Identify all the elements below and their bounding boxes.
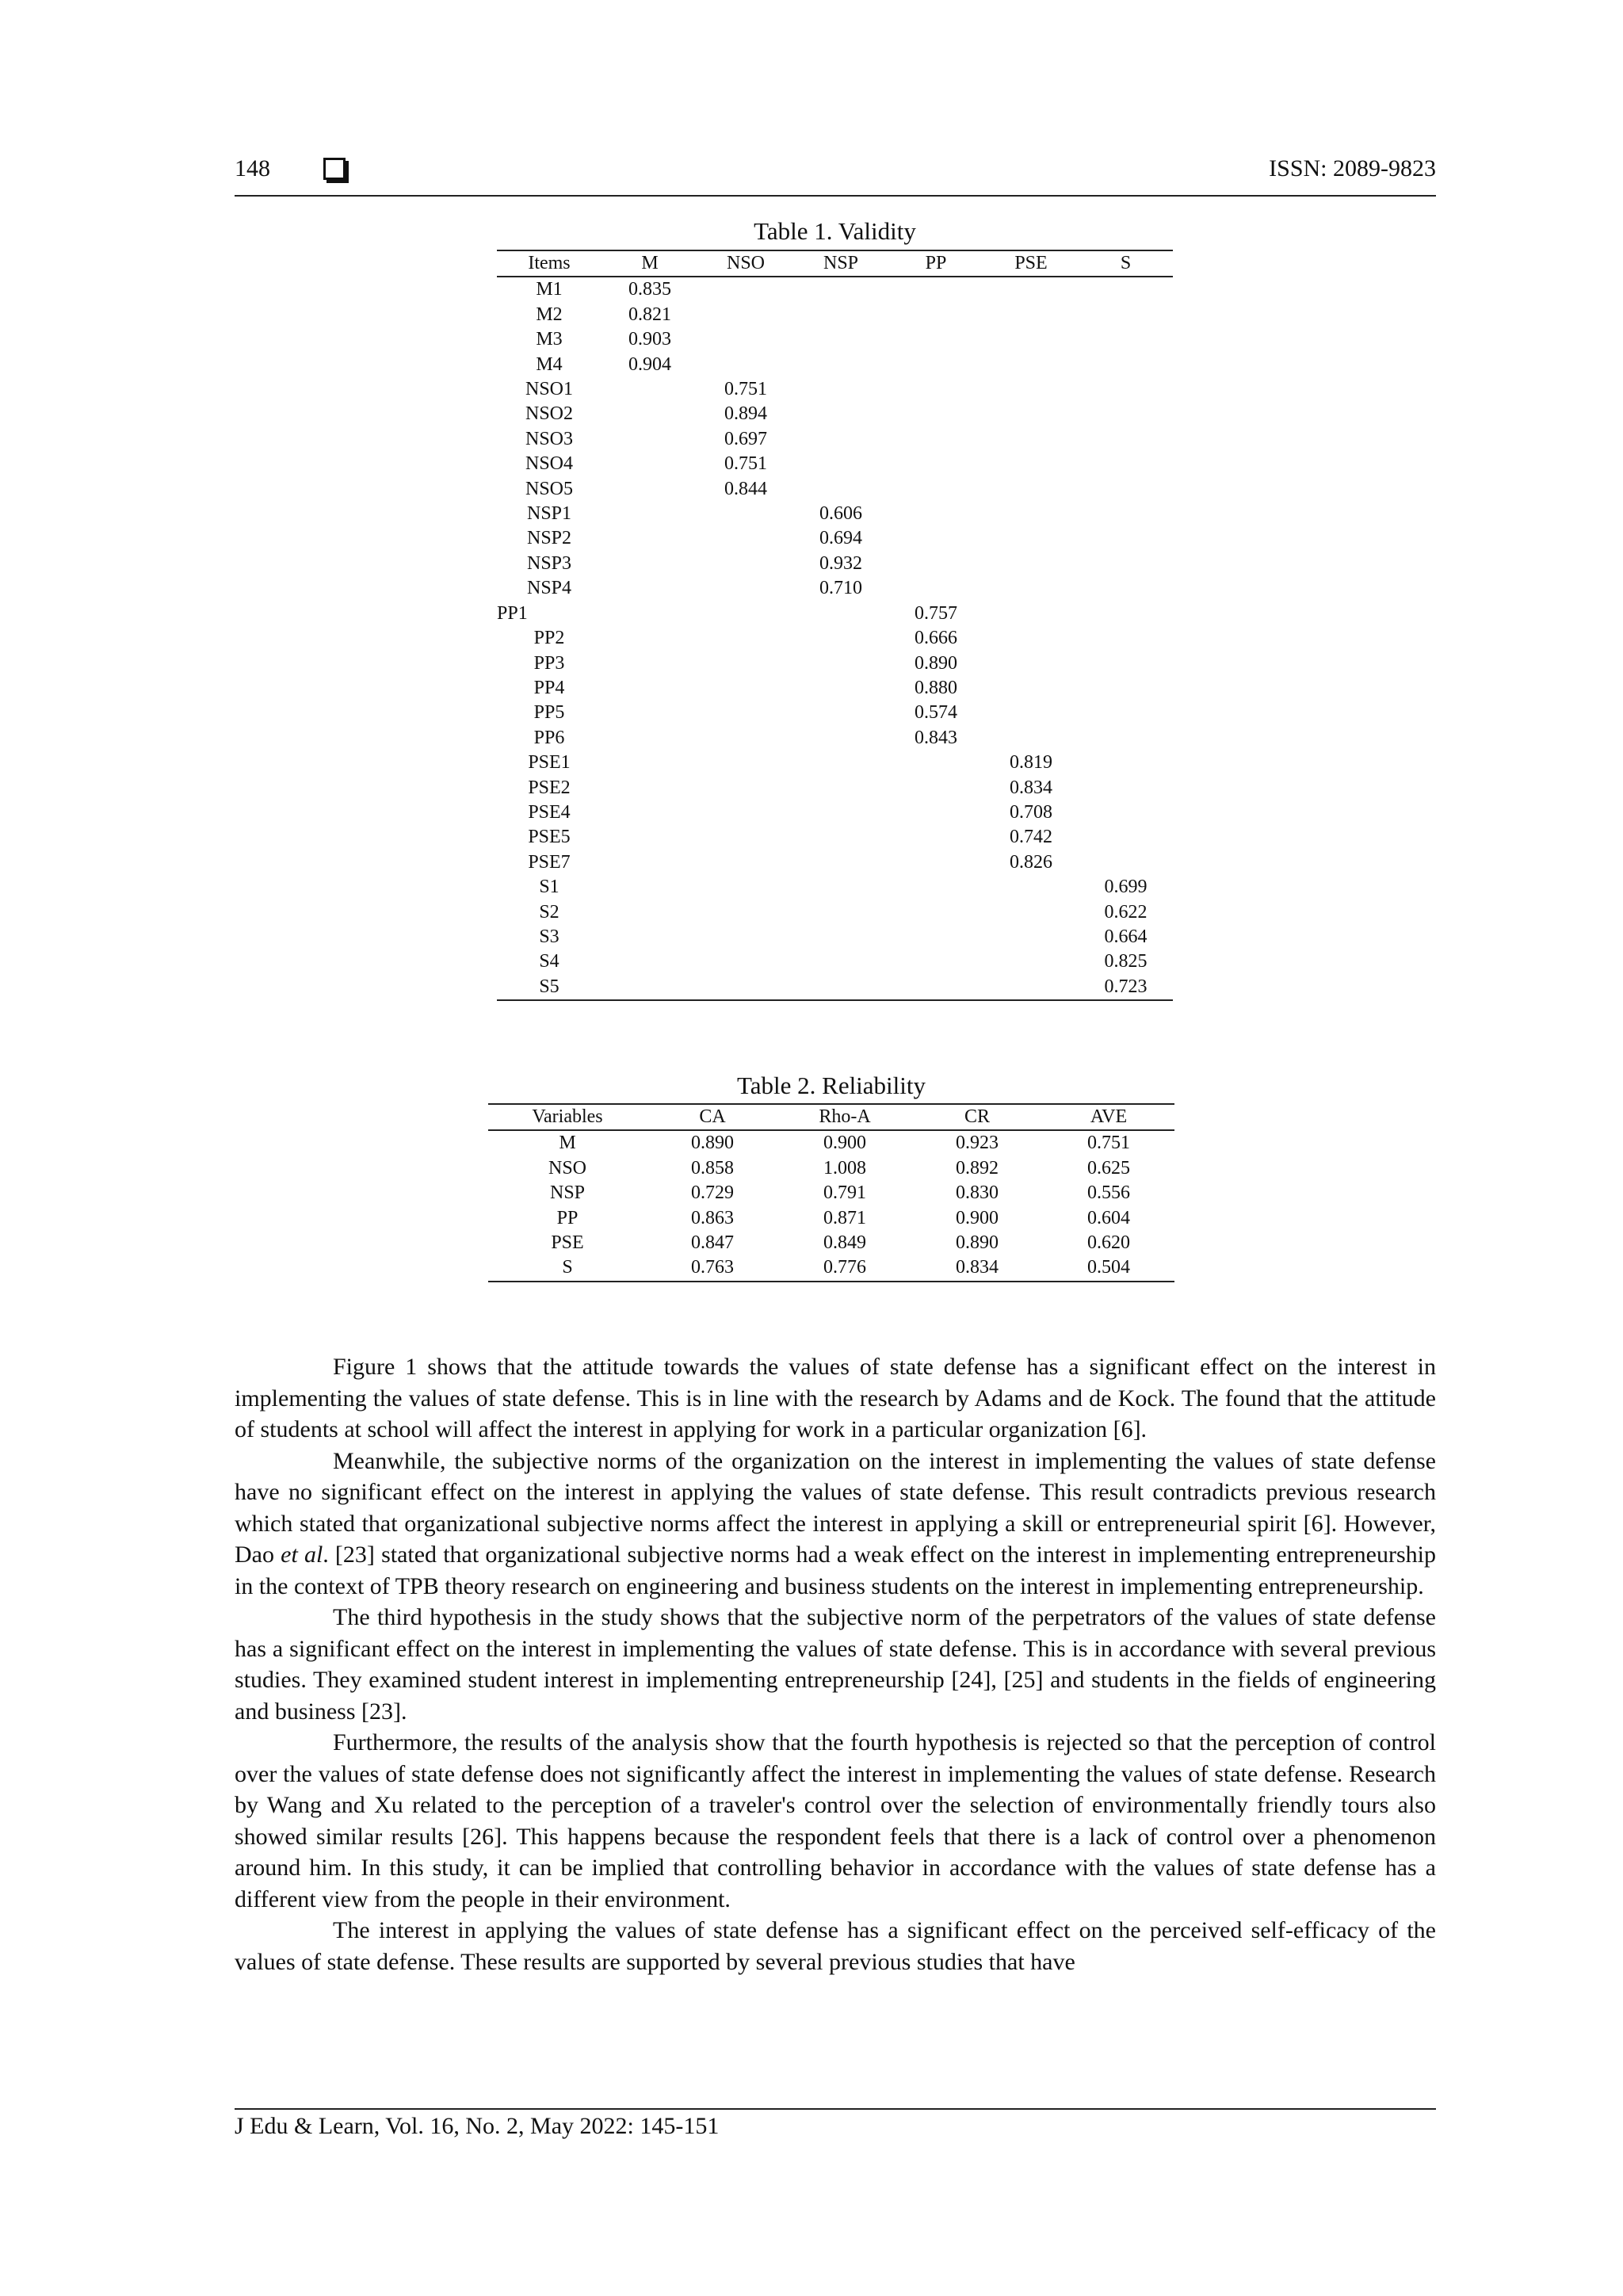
table-cell	[888, 477, 983, 502]
table-cell: 0.932	[819, 552, 862, 574]
table-cell	[601, 452, 698, 476]
table-cell	[601, 626, 698, 651]
table-row	[488, 1130, 1174, 1156]
table-cell: 0.757	[915, 602, 957, 624]
column-header: AVE	[1043, 1104, 1174, 1130]
table-cell	[1079, 850, 1173, 875]
row-label: S	[488, 1255, 647, 1281]
table-cell	[793, 925, 888, 949]
row-label: PP2	[533, 628, 565, 649]
table-cell	[698, 726, 793, 751]
paragraph: Figure 1 shows that the attitude towards the values of state defense has a significant effect on the interest in implementing the values of state defense. This is in line with the research by Adams and de Kock. The found that the attitude of students at school will affect the interest in applying for work in a particular organization [6].	[235, 1354, 1436, 1442]
table-cell: 0.834	[911, 1255, 1043, 1281]
table-cell	[888, 975, 983, 1000]
table-cell	[1079, 726, 1173, 751]
table-cell: 0.620	[1087, 1232, 1130, 1254]
column-header: PSE	[983, 250, 1079, 277]
table-cell	[601, 975, 698, 1000]
table-cell	[793, 303, 888, 327]
table-cell	[888, 502, 983, 526]
table-cell	[983, 477, 1079, 502]
table-cell	[601, 900, 698, 925]
table-cell	[1079, 676, 1173, 701]
table-cell	[698, 602, 793, 626]
table-cell	[698, 327, 793, 352]
table-cell	[983, 949, 1079, 974]
table-row	[497, 726, 1173, 751]
table-cell: 0.830	[956, 1182, 999, 1204]
table-cell	[983, 651, 1079, 676]
table-cell: 0.834	[1010, 777, 1052, 798]
table-cell	[793, 277, 888, 302]
row-label: PP6	[533, 727, 565, 748]
table-row	[497, 825, 1173, 850]
table-row	[497, 526, 1173, 551]
column-header: NSO	[698, 250, 793, 277]
paragraph: Meanwhile, the subjective norms of the organization on the interest in implementing the values of state defense have no significant effect on the interest in applying the values of state defense. This result contradicts previous research which stated that organizational subjective norms affect the interest in applying a skill or entrepreneurial spirit [6]. However, Dao et al. [23] stated that organizational subjective norms had a weak effect on the interest in implementing entrepreneurship in the context of TPB theory research on engineering and business students on the interest in implementing entrepreneurship.	[235, 1447, 1436, 1599]
table-cell: 0.708	[1010, 801, 1052, 823]
table-cell	[1079, 576, 1173, 601]
table-cell	[698, 825, 793, 850]
table-cell	[793, 975, 888, 1000]
page-number: 148	[235, 155, 270, 181]
table-cell: 0.844	[724, 478, 767, 499]
row-label: NSO	[548, 1157, 586, 1179]
table-cell: 0.751	[1087, 1133, 1130, 1154]
table-row	[497, 377, 1173, 402]
table-cell: 0.819	[1010, 752, 1052, 774]
page-header	[235, 155, 1436, 197]
table-cell	[793, 402, 888, 426]
table-cell	[793, 626, 888, 651]
table-cell: 0.791	[823, 1182, 866, 1204]
table-cell	[601, 701, 698, 725]
table-cell	[601, 825, 698, 850]
table-cell	[793, 477, 888, 502]
table-cell	[1079, 800, 1173, 825]
row-label: NSP3	[526, 552, 572, 574]
table-header-row	[497, 250, 1173, 277]
table-cell	[793, 676, 888, 701]
row-label: PSE7	[528, 851, 571, 873]
row-label: M1	[536, 279, 563, 300]
table-row	[497, 452, 1173, 476]
table-cell	[888, 850, 983, 875]
row-label: M4	[536, 353, 563, 375]
table-cell: 0.826	[1010, 851, 1052, 873]
table-cell: 0.604	[1087, 1207, 1130, 1228]
table-cell: 0.900	[823, 1133, 866, 1154]
row-label: M2	[536, 304, 563, 325]
table-cell	[1079, 327, 1173, 352]
table-row	[497, 602, 1173, 626]
table-cell	[698, 626, 793, 651]
table-row	[497, 576, 1173, 601]
column-header: NSP	[793, 250, 888, 277]
table-cell	[888, 800, 983, 825]
table-row	[497, 353, 1173, 377]
table-cell: 0.894	[724, 403, 767, 425]
row-label: PP4	[533, 677, 565, 698]
table-cell	[601, 427, 698, 452]
table-cell	[888, 303, 983, 327]
table-cell	[601, 800, 698, 825]
table-cell	[983, 701, 1079, 725]
table-cell	[983, 353, 1079, 377]
table-cell	[793, 900, 888, 925]
row-label: NSP2	[526, 528, 572, 549]
row-label: NSO1	[525, 379, 573, 400]
table-cell: 0.606	[819, 503, 862, 525]
row-label: NSP	[549, 1182, 586, 1204]
table-cell	[983, 726, 1079, 751]
table-cell	[1079, 427, 1173, 452]
row-label: S2	[539, 901, 559, 923]
table-cell	[698, 502, 793, 526]
table-cell	[793, 726, 888, 751]
table-cell	[983, 327, 1079, 352]
paragraph: The interest in applying the values of state defense has a significant effect on the perceived self-efficacy of the values of state defense. These results are supported by several previous studies that have	[235, 1917, 1436, 1975]
journal-citation: J Edu & Learn, Vol. 16, No. 2, May 2022: 145-151	[235, 2113, 720, 2139]
table-row	[497, 552, 1173, 576]
table-cell	[1079, 626, 1173, 651]
body-text	[235, 1351, 1436, 1977]
table-cell	[601, 776, 698, 800]
row-label: PSE4	[528, 801, 571, 823]
row-label: PP3	[533, 652, 565, 674]
table-row	[488, 1206, 1174, 1231]
table-cell	[698, 850, 793, 875]
column-header: S	[1079, 250, 1173, 277]
table-cell: 0.858	[691, 1157, 734, 1179]
table-cell: 0.699	[1104, 877, 1148, 898]
table-cell: 0.751	[724, 379, 767, 400]
table-cell: 0.825	[1104, 951, 1148, 972]
paragraph: Furthermore, the results of the analysis show that the fourth hypothesis is rejected so that the perception of control over the values of state defense does not significantly affect the interest in implementing the values of state defense. Research by Wang and Xu related to the perception of a traveler's control over the selection of environmentally friendly tours also showed similar results [26]. This happens because the respondent feels that there is a lack of control over a phenomenon around him. In this study, it can be implied that controlling behavior in accordance with the values of state defense has a different view from the people in their environment.	[235, 1729, 1436, 1912]
table-row	[488, 1255, 1174, 1281]
table-cell	[601, 726, 698, 751]
column-header: CA	[647, 1104, 778, 1130]
table-row	[497, 800, 1173, 825]
table-cell	[888, 353, 983, 377]
table-cell: 0.904	[628, 353, 671, 375]
table-cell	[983, 402, 1079, 426]
table-cell: 0.923	[956, 1133, 999, 1154]
table-cell	[983, 900, 1079, 925]
table-cell	[601, 402, 698, 426]
table-cell	[888, 552, 983, 576]
table-cell	[601, 925, 698, 949]
table-cell: 0.871	[823, 1207, 866, 1228]
table-row	[497, 776, 1173, 800]
table-header-row	[488, 1104, 1174, 1130]
table-row	[488, 1181, 1174, 1205]
table-cell	[888, 377, 983, 402]
table-row	[497, 427, 1173, 452]
row-label: M	[559, 1133, 576, 1154]
table-cell	[983, 502, 1079, 526]
table-cell	[601, 602, 698, 626]
table-cell	[1079, 303, 1173, 327]
row-label: PSE1	[528, 752, 571, 774]
row-label: PSE	[551, 1232, 584, 1254]
table-cell	[793, 949, 888, 974]
table-row	[497, 303, 1173, 327]
table-cell	[1079, 526, 1173, 551]
table-cell: 0.666	[915, 628, 957, 649]
table-cell: 0.890	[915, 652, 957, 674]
row-label: PP	[556, 1207, 579, 1228]
table-cell: 0.694	[819, 528, 862, 549]
table-cell	[983, 925, 1079, 949]
table-cell: 0.900	[956, 1207, 999, 1228]
table-cell	[983, 526, 1079, 551]
column-header: Rho-A	[778, 1104, 911, 1130]
table-cell	[698, 353, 793, 377]
table-row	[497, 676, 1173, 701]
table-cell	[1079, 402, 1173, 426]
table-cell	[983, 427, 1079, 452]
column-header: PP	[888, 250, 983, 277]
table-cell	[601, 651, 698, 676]
table-cell	[888, 875, 983, 900]
table-cell	[983, 676, 1079, 701]
table-cell	[698, 277, 793, 302]
row-label: PP1	[497, 602, 528, 624]
table-cell	[698, 875, 793, 900]
table-cell	[698, 303, 793, 327]
checkbox-square-icon	[323, 158, 346, 180]
table-cell: 0.821	[628, 304, 671, 325]
table-cell	[1079, 701, 1173, 725]
table-cell	[1079, 751, 1173, 775]
table-cell	[698, 776, 793, 800]
table-cell	[888, 402, 983, 426]
reliability-table	[488, 1103, 1174, 1282]
row-label: NSO2	[525, 403, 573, 425]
table-cell	[983, 452, 1079, 476]
table-cell: 0.847	[691, 1232, 734, 1254]
table-cell: 0.504	[1043, 1255, 1174, 1281]
table-cell: 0.903	[628, 329, 671, 350]
table-cell	[793, 701, 888, 725]
table-cell	[698, 800, 793, 825]
table-cell	[888, 277, 983, 302]
table-cell	[983, 602, 1079, 626]
table-row	[497, 277, 1173, 302]
table-cell	[983, 875, 1079, 900]
paragraph: The third hypothesis in the study shows that the subjective norm of the perpetrators of the values of state defense has a significant effect on the interest in implementing the values of state defense. This is in accordance with several previous studies. They examined student interest in implementing entrepreneurship [24], [25] and students in the fields of engineering and business [23].	[235, 1604, 1436, 1725]
table-row	[497, 751, 1173, 775]
table-cell	[793, 651, 888, 676]
table-row	[497, 502, 1173, 526]
row-label: S1	[539, 877, 559, 898]
table-cell	[983, 975, 1079, 1000]
table-row	[497, 626, 1173, 651]
table-cell	[698, 949, 793, 974]
table-cell	[983, 377, 1079, 402]
table2-caption: Table 2. Reliability	[736, 1072, 926, 1099]
row-label: S4	[539, 951, 559, 972]
row-label: S5	[497, 975, 601, 1000]
table-cell	[793, 452, 888, 476]
table-cell	[888, 825, 983, 850]
table-cell	[1079, 502, 1173, 526]
table-cell	[793, 602, 888, 626]
table-row	[497, 925, 1173, 949]
table1-caption: Table 1. Validity	[754, 217, 916, 245]
table-cell	[601, 477, 698, 502]
table-cell	[698, 576, 793, 601]
table-cell	[888, 949, 983, 974]
issn-label: ISSN: 2089-9823	[1269, 155, 1436, 181]
table-row	[497, 477, 1173, 502]
row-label: NSP1	[526, 503, 572, 525]
table-cell	[888, 776, 983, 800]
table-cell	[601, 751, 698, 775]
table-cell	[888, 925, 983, 949]
table-cell	[601, 552, 698, 576]
table-cell: 0.723	[1079, 975, 1173, 1000]
table-cell: 0.664	[1104, 926, 1148, 947]
table-cell	[698, 526, 793, 551]
table-cell	[1079, 353, 1173, 377]
table-cell: 1.008	[823, 1157, 866, 1179]
table-cell	[983, 552, 1079, 576]
table-cell	[1079, 825, 1173, 850]
table-cell	[601, 676, 698, 701]
row-label: S3	[539, 926, 559, 947]
table-cell: 0.890	[691, 1133, 734, 1154]
table-cell	[888, 526, 983, 551]
table-row	[497, 701, 1173, 725]
table-cell: 0.556	[1087, 1182, 1130, 1204]
table-row	[497, 900, 1173, 925]
table-cell	[793, 800, 888, 825]
table-cell: 0.574	[915, 702, 957, 724]
table-cell	[888, 751, 983, 775]
table-cell	[1079, 552, 1173, 576]
table-cell	[793, 377, 888, 402]
table-cell: 0.751	[724, 453, 767, 475]
table-cell: 0.729	[691, 1182, 734, 1204]
table-cell	[888, 427, 983, 452]
table-cell	[793, 825, 888, 850]
table-cell: 0.710	[819, 578, 862, 599]
table-cell	[1079, 452, 1173, 476]
table-row	[497, 975, 1173, 1000]
table-cell: 0.776	[778, 1255, 911, 1281]
table-cell	[888, 900, 983, 925]
table-cell	[698, 751, 793, 775]
table-cell	[793, 327, 888, 352]
column-header: M	[601, 250, 698, 277]
table-cell	[698, 701, 793, 725]
table-cell: 0.843	[915, 727, 957, 748]
table-cell	[601, 502, 698, 526]
table-cell: 0.880	[915, 677, 957, 698]
table-row	[497, 875, 1173, 900]
column-header: Variables	[488, 1104, 647, 1130]
table-cell	[601, 875, 698, 900]
table-cell	[1079, 651, 1173, 676]
table-cell	[698, 900, 793, 925]
table-row	[488, 1231, 1174, 1255]
table-cell: 0.622	[1104, 901, 1148, 923]
table-cell	[698, 975, 793, 1000]
row-label: NSP4	[526, 578, 572, 599]
table-cell: 0.863	[691, 1207, 734, 1228]
table-cell	[793, 353, 888, 377]
table-row	[497, 949, 1173, 974]
page-footer	[235, 2108, 1436, 2140]
table-cell: 0.742	[1010, 827, 1052, 848]
table-cell	[1079, 477, 1173, 502]
table-cell	[1079, 277, 1173, 302]
table-cell	[1079, 377, 1173, 402]
table-cell: 0.697	[724, 428, 767, 449]
table-row	[497, 402, 1173, 426]
table-cell	[698, 651, 793, 676]
row-label: PSE2	[528, 777, 571, 798]
table-cell	[888, 452, 983, 476]
table-cell: 0.763	[647, 1255, 778, 1281]
validity-table	[497, 250, 1173, 1001]
table-cell	[888, 576, 983, 601]
table-cell	[698, 552, 793, 576]
table-cell	[1079, 602, 1173, 626]
column-header: Items	[497, 250, 601, 277]
row-label: NSO3	[525, 428, 573, 449]
table-cell	[698, 676, 793, 701]
table-cell	[888, 327, 983, 352]
table-cell	[1079, 776, 1173, 800]
table-cell	[983, 303, 1079, 327]
table-cell	[601, 949, 698, 974]
table-row	[497, 651, 1173, 676]
table-cell	[793, 850, 888, 875]
table-cell	[601, 377, 698, 402]
table-cell	[983, 277, 1079, 302]
table-cell	[601, 850, 698, 875]
table-cell	[601, 526, 698, 551]
table-cell	[793, 427, 888, 452]
column-header: CR	[911, 1104, 1043, 1130]
table-cell	[793, 751, 888, 775]
table-cell	[698, 925, 793, 949]
table-cell: 0.849	[823, 1232, 866, 1254]
row-label: PSE5	[528, 827, 571, 848]
row-label: M3	[536, 329, 563, 350]
table-cell	[793, 875, 888, 900]
table-cell: 0.890	[956, 1232, 999, 1254]
table-cell	[793, 776, 888, 800]
table-cell	[983, 576, 1079, 601]
table-cell: 0.835	[628, 279, 671, 300]
table-cell: 0.892	[956, 1157, 999, 1179]
row-label: NSO4	[525, 453, 573, 475]
row-label: PP5	[533, 702, 565, 724]
table-cell: 0.625	[1087, 1157, 1130, 1179]
table-row	[497, 327, 1173, 352]
table-cell	[983, 626, 1079, 651]
row-label: NSO5	[525, 478, 573, 499]
table-row	[488, 1156, 1174, 1181]
table-row	[497, 850, 1173, 875]
table-cell	[601, 576, 698, 601]
